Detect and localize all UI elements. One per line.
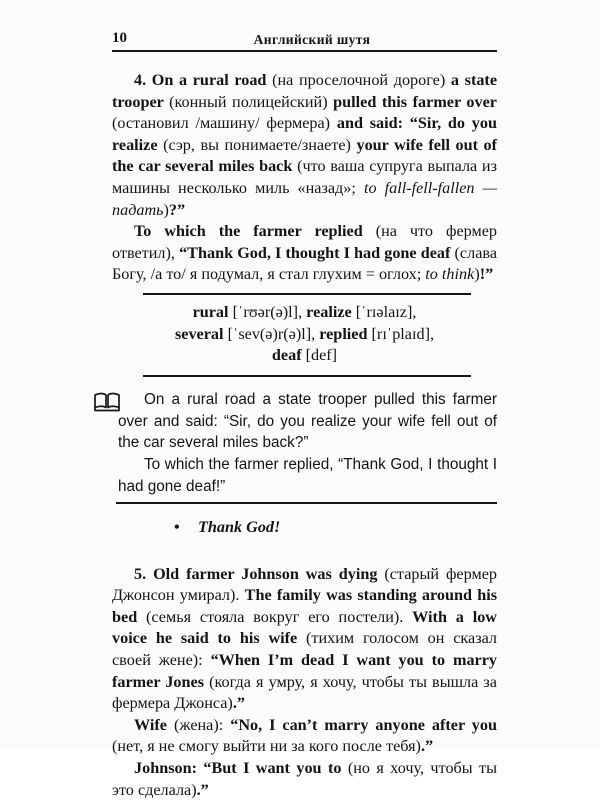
header-rule bbox=[112, 50, 497, 52]
joke4-paragraph-1: 4. On a rural road (на проселочной дороге) a state trooper (конный полицейский) pulled this farmer over (остановил /машину/ фермера) and said: “Sir, do you realize (сэр, вы понимаете/знаете) your wife fell out of the car several miles back (что ваша супруга выпала из машины несколько миль «назад»; to fall-fell-fallen — падать)?” bbox=[112, 71, 497, 219]
retelling-block bbox=[112, 389, 497, 498]
transcription-block bbox=[112, 295, 497, 375]
joke5-paragraph-1: 5. Old farmer Johnson was dying (старый фермер Джонсон умирал). The family was standing around his bed (семья стояла вокруг его постели). With a low voice he said to his wife (тихим голосом он сказал своей жене): “When I’m dead I want you to marry farmer Jones (когда я умру, я хочу, чтобы ты вышла за фермера Джонса).” bbox=[112, 564, 498, 713]
transcription-line-3: deaf [def] bbox=[271, 346, 338, 365]
retelling-paragraph-2: To which the farmer replied, “Thank God, I thought I had gone deaf!” bbox=[118, 456, 497, 495]
page-header bbox=[112, 24, 497, 46]
transcription-line-1: rural [ˈrʊər(ə)l], realize [ˈrɪəlaɪz], bbox=[192, 302, 417, 321]
key-phrase-line bbox=[174, 516, 497, 538]
transcription-rule-bottom bbox=[143, 375, 471, 377]
open-book-icon bbox=[92, 392, 122, 414]
key-phrase: Thank God! bbox=[198, 517, 281, 536]
page-number: 10 bbox=[112, 30, 127, 46]
running-title: Английский шутя bbox=[253, 31, 371, 47]
joke5-paragraph-2: Wife (жена): “No, I can’t marry anyone after you (нет, я не смогу выйти ни за кого после тебя).” bbox=[112, 715, 497, 756]
retelling-paragraph-1: On a rural road a state trooper pulled this farmer over and said: “Sir, do you realize your wife fell out of the car several miles back?” bbox=[118, 390, 497, 452]
joke5-paragraph-3: Johnson: “But I want you to (но я хочу, чтобы ты это сделала).” bbox=[112, 759, 497, 799]
bullet-icon: • bbox=[174, 517, 180, 536]
joke4-paragraph-2: To which the farmer replied (на что фермер ответил), “Thank God, I thought I had gone deaf (слава Богу, /а то/ я подумал, я стал глухим = оглох; to think)!” bbox=[112, 222, 497, 284]
retelling-rule bbox=[116, 502, 497, 504]
transcription-line-2: several [ˈsev(ə)r(ə)l], replied [rɪˈplaɪd], bbox=[174, 324, 435, 343]
